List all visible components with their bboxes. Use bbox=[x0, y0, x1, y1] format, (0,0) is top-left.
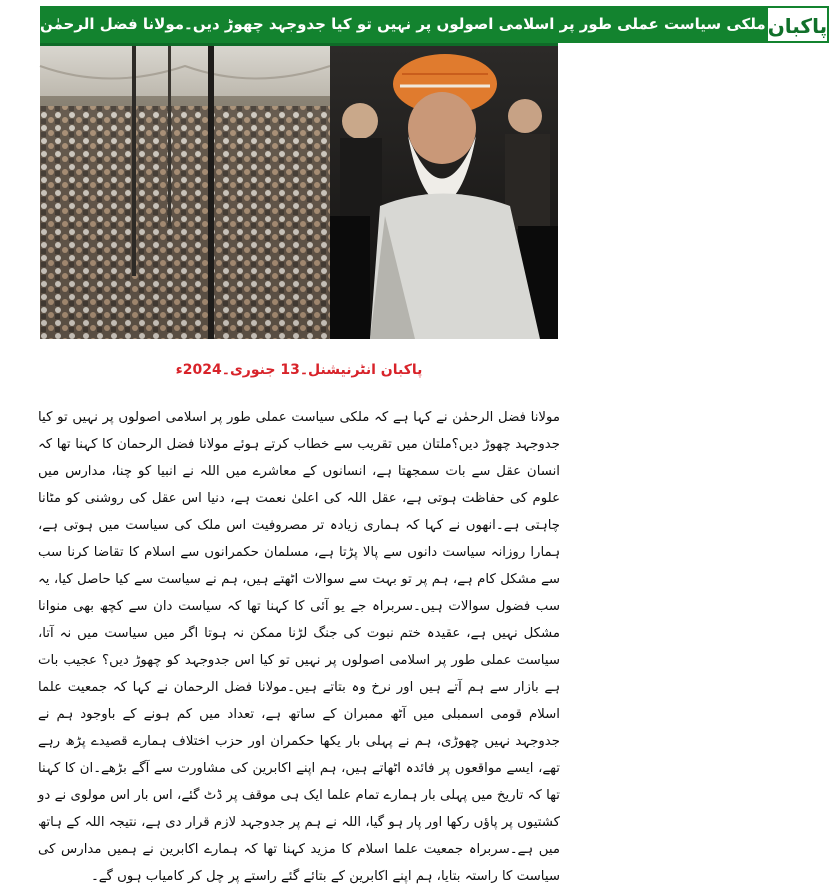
headline: ملکی سیاست عملی طور پر اسلامی اصولوں پر نہیں تو کیا جدوجہد چھوڑ دیں۔مولانا فضل الرحمٰن bbox=[40, 6, 766, 43]
news-header bbox=[40, 6, 828, 46]
news-photo bbox=[40, 46, 558, 339]
photo-illustration bbox=[40, 46, 558, 339]
dateline: پاکبان انٹرنیشنل۔13 جنوری۔2024ء bbox=[175, 362, 423, 378]
brand-logo: پاکبان bbox=[766, 6, 829, 43]
article-body: مولانا فضل الرحمٰن نے کہا ہے کہ ملکی سیاست عملی طور پر اسلامی اصولوں پر نہیں تو کیا جدوجہد چھوڑ دیں؟ملتان میں تقریب سے خطاب کرتے ہوئے مولانا فضل الرحمان کا کہنا تھا کہ انسان عقل سے بات سمجھتا ہے، انسانوں کے معاشرے میں اللہ نے انبیا کو چنا، مدارس میں علوم کی حفاظت ہوتی ہے، عقل اللہ کی اعلیٰ نعمت ہے، دنیا اس عقل کی روشنی کو مٹانا چاہتی ہے۔انھوں نے کہا کہ ہماری زیادہ تر مصروفیت اس ملک کی سیاست میں ہوتی ہے، ہمارا روزانہ سیاست دانوں سے پالا پڑتا ہے، مسلمان حکمرانوں سے اسلام کا تقاضا کرنا سب سے مشکل کام ہے، ہم پر تو بہت سے سوالات اٹھتے ہیں، ہم نے سیاست سے کیا حاصل کیا، یہ سب فضول سوالات ہیں۔سربراہ جے یو آئی کا کہنا تھا کہ سیاست دان سے کچھ بھی منوانا مشکل نہیں ہے، عقیدہ ختم نبوت کی جنگ لڑنا ممکن نہ ہوتا اگر میں سیاست میں نہ آتا، سیاست عملی طور پر اسلامی اصولوں پر نہیں تو کیا اس جدوجہد کو چھوڑ دیں؟ عجیب بات ہے بازار سے ہم آتے ہیں اور نرخ وہ بتاتے ہیں۔مولانا فضل الرحمان نے کہا کہ جمعیت علما اسلام قومی اسمبلی میں آٹھ ممبران کے ساتھ ہے، تعداد میں کم ہونے کے باوجود ہم نے جدوجہد نہیں چھوڑی، ہم نے پہلی بار یکھا حکمران اور حزب اختلاف ہمارے قصیدے پڑھ رہے تھے، ایسے مواقعوں پر فائدہ اٹھاتے ہیں، ہم اپنے اکابرین کی مشاورت سے آگے بڑھے۔ان کا کہنا تھا کہ تاریخ میں پہلی بار ہمارے تمام علما ایک ہی موقف پر ڈٹ گئے، اس بار اس مولوی نے دو کشتیوں پر پاؤں رکھا اور پار ہو گیا، اللہ نے ہم پر جدوجہد لازم قرار دی ہے، نتیجہ اللہ کے ہاتھ میں ہے۔سربراہ جمعیت علما اسلام کا مزید کہنا تھا کہ ہمارے اکابرین نے ہمیں مدارس کی سیاست کا راستہ بتایا، ہم اپنے اکابرین کے بتائے گئے راستے پر چل کر کامیاب ہوں گے۔ bbox=[38, 410, 560, 884]
